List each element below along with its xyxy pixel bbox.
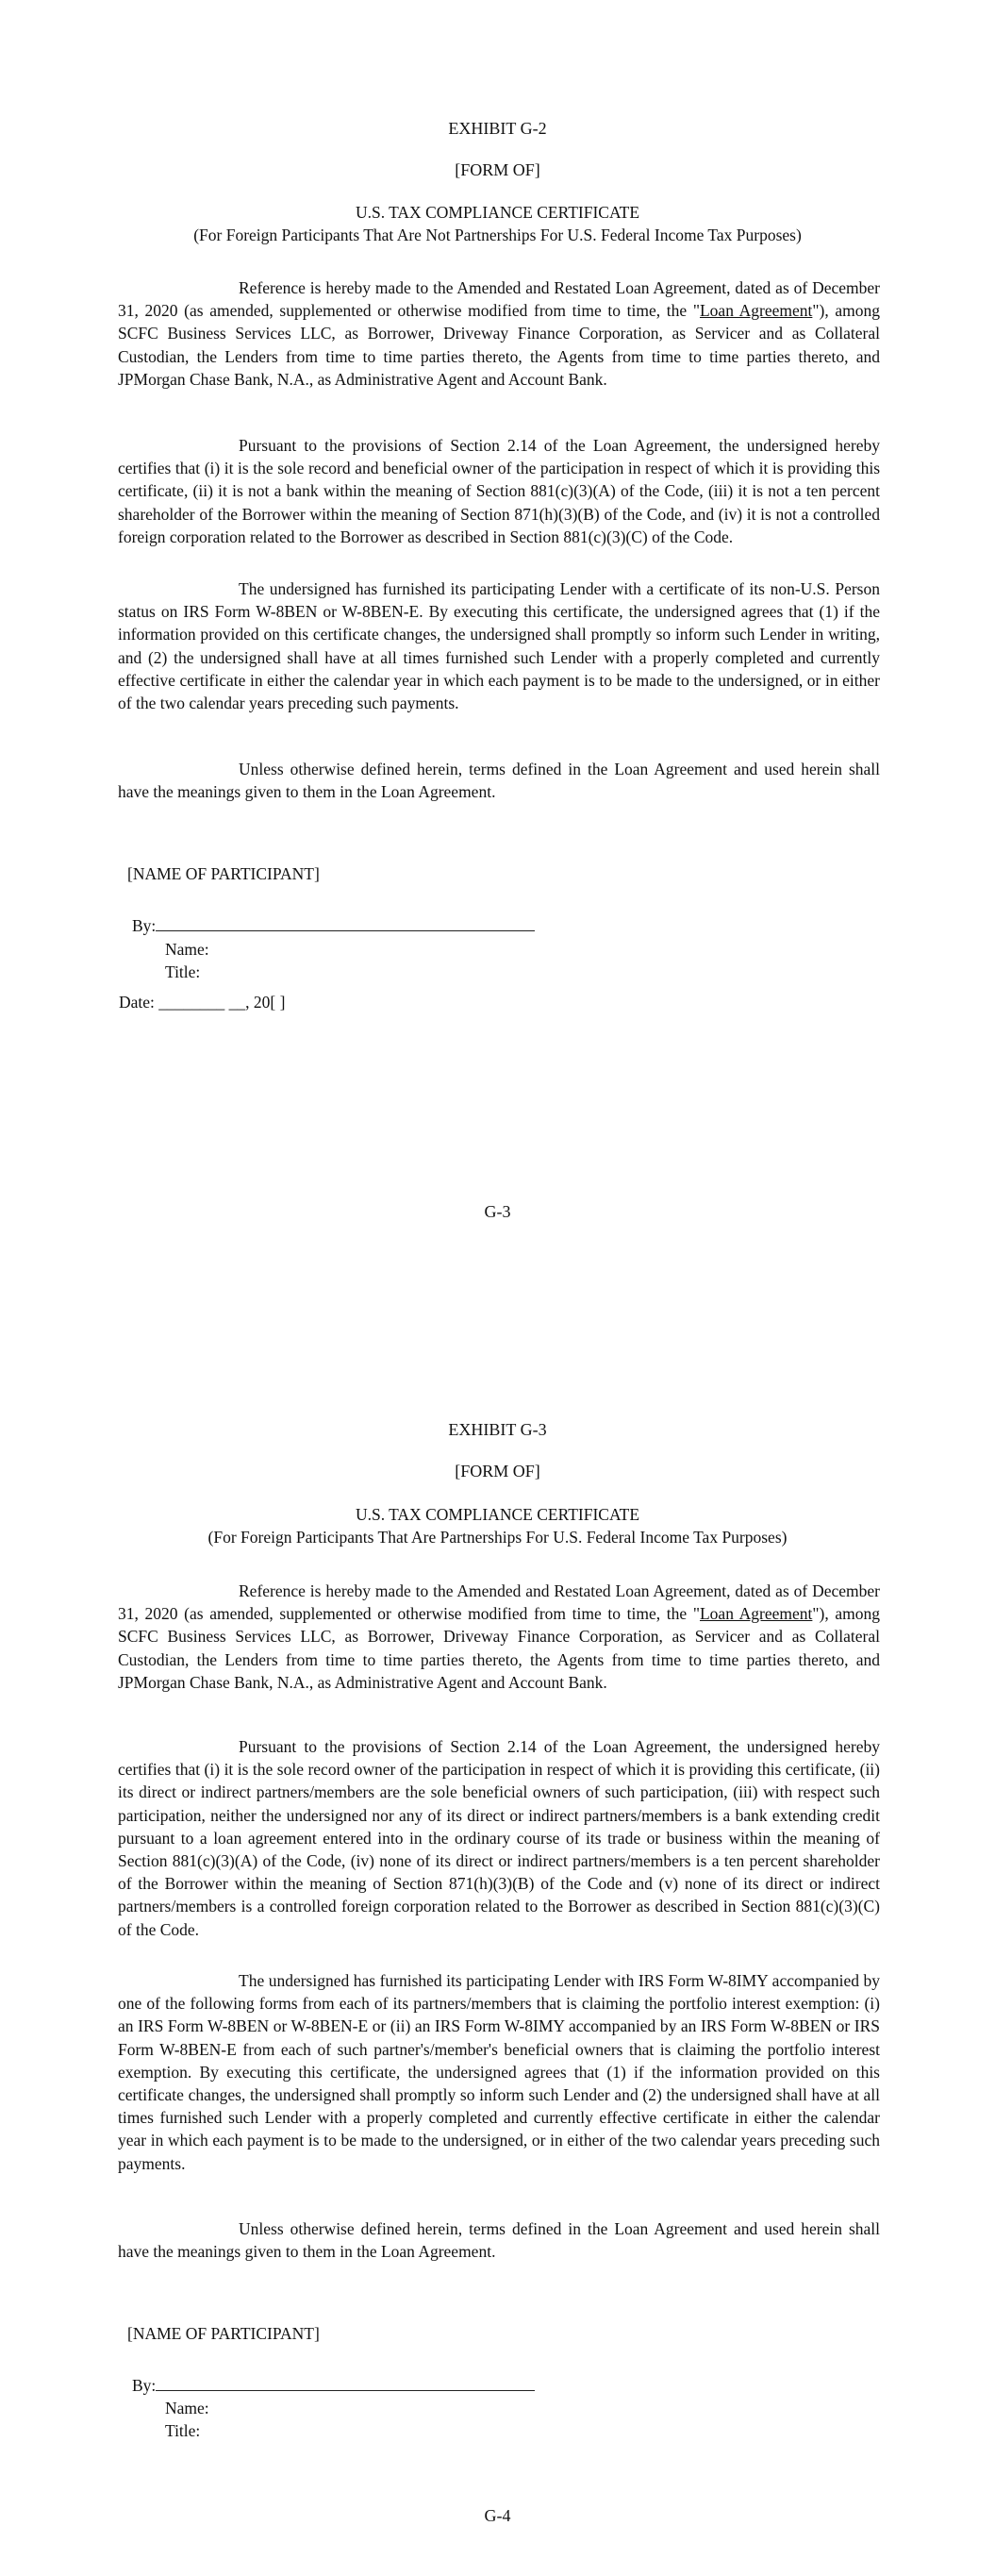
paragraph-certification: Pursuant to the provisions of Section 2.14 of the Loan Agreement, the undersigned hereby certifies that (i) it is the sole record owner of the participation in respect of which it is providing this certificate, (ii) its direct or indirect partners/members are the sole beneficial owners of such participation, (iii) with respect such participation, neither the undersigned nor any of its direct or indirect partners/members is a bank extending credit pursuant to a loan agreement entered into in the ordinary course of its trade or business within the meaning of Section 881(c)(3)(A) of the Code, (iv) none of its direct or indirect partners/members is a ten percent shareholder of the Borrower within the meaning of Section 871(h)(3)(B) of the Code and (v) none of its direct or indirect partners/members is a controlled foreign corporation related to the Borrower as described in Section 881(c)(3)(C) of the Code.: [118, 1737, 880, 1939]
signature-by-row: [132, 2375, 535, 2396]
form-of-label: [FORM OF]: [455, 1462, 540, 1480]
paragraph-reference-text-2: "), among SCFC Business Services LLC, as Borrower, Driveway Finance Corporation, as Servicer and as Collateral Custodian, the Lenders from time to time parties thereto, the Agents from time to time parties thereto, and JPMorgan Chase Bank, N.A., as Administrative Agent and Account Bank.: [118, 301, 880, 389]
title-label: Title:: [165, 2421, 201, 2440]
participant-name: [NAME OF PARTICIPANT]: [127, 2324, 320, 2343]
signature-line[interactable]: [156, 915, 535, 931]
title-label: Title:: [165, 962, 201, 981]
signature-by-row: [132, 915, 535, 936]
by-label: By:: [132, 2376, 157, 2395]
paragraph-reference-text-2: "), among SCFC Business Services LLC, as Borrower, Driveway Finance Corporation, as Servicer and as Collateral Custodian, the Lenders from time to time parties thereto, the Agents from time to time parties thereto, and JPMorgan Chase Bank, N.A., as Administrative Agent and Account Bank.: [118, 1604, 880, 1692]
participant-name: [NAME OF PARTICIPANT]: [127, 864, 320, 883]
paragraph-reference-text: Reference is hereby made to the Amended and Restated Loan Agreement, dated as of December 31, 2020 (as amended, supplemented or otherwise modified from time to time, the ": [118, 1581, 880, 1624]
name-label: Name:: [165, 2399, 209, 2417]
loan-agreement-link[interactable]: Loan Agreement: [699, 1604, 813, 1624]
certificate-subtitle: (For Foreign Participants That Are Not Partnerships For U.S. Federal Income Tax Purposes): [193, 226, 802, 244]
exhibit-title: EXHIBIT G-2: [448, 119, 547, 138]
paragraph-definitions: Unless otherwise defined herein, terms defined in the Loan Agreement and used herein shall have the meanings given to them in the Loan Agreement.: [118, 2219, 880, 2262]
paragraph-furnished: The undersigned has furnished its participating Lender with a certificate of its non-U.S. Person status on IRS Form W-8BEN or W-8BEN-E. By executing this certificate, the undersigned agrees that (1) if the information provided on this certificate changes, the undersigned shall promptly so inform such Lender in writing, and (2) the undersigned shall have at all times furnished such Lender with a properly completed and currently effective certificate in either the calendar year in which each payment is to be made to the undersigned, or in either of the two calendar years preceding such payments.: [118, 579, 880, 713]
exhibit-title: EXHIBIT G-3: [448, 1420, 547, 1439]
page-number: G-3: [484, 1202, 511, 1221]
loan-agreement-link[interactable]: Loan Agreement: [699, 301, 813, 321]
page-number: G-4: [484, 2506, 511, 2525]
paragraph-definitions: Unless otherwise defined herein, terms defined in the Loan Agreement and used herein shall have the meanings given to them in the Loan Agreement.: [118, 760, 880, 802]
page-exhibit-g3: [0, 1302, 995, 2576]
certificate-title: U.S. TAX COMPLIANCE CERTIFICATE: [355, 203, 640, 222]
form-of-label: [FORM OF]: [455, 160, 540, 179]
name-label: Name:: [165, 940, 209, 959]
certificate-subtitle: (For Foreign Participants That Are Partnerships For U.S. Federal Income Tax Purposes): [207, 1528, 788, 1547]
paragraph-reference: [118, 276, 880, 391]
certificate-title: U.S. TAX COMPLIANCE CERTIFICATE: [355, 1505, 640, 1524]
paragraph-certification: Pursuant to the provisions of Section 2.14 of the Loan Agreement, the undersigned hereby certifies that (i) it is the sole record and beneficial owner of the participation in respect of which it is providing this certificate, (ii) it is not a bank within the meaning of Section 881(c)(3)(A) of the Code, (iii) it is not a ten percent shareholder of the Borrower within the meaning of Section 871(h)(3)(B) of the Code, and (iv) it is not a controlled foreign corporation related to the Borrower as described in Section 881(c)(3)(C) of the Code.: [118, 436, 880, 546]
paragraph-furnished: The undersigned has furnished its participating Lender with IRS Form W-8IMY accompanied by one of the following forms from each of its partners/members that is claiming the portfolio interest exemption: (i) an IRS Form W-8BEN or W-8BEN-E or (ii) an IRS Form W-8IMY accompanied by an IRS Form W-8BEN or IRS Form W-8BEN-E from each of such partner's/member's beneficial owners that is claiming the portfolio interest exemption. By executing this certificate, the undersigned agrees that (1) if the information provided on this certificate changes, the undersigned shall promptly so inform such Lender and (2) the undersigned shall have at all times furnished such Lender with a properly completed and currently effective certificate in either the calendar year in which each payment is to be made to the undersigned, or in either of the two calendar years preceding such payments.: [118, 1971, 880, 2173]
date-line: Date: ________ __, 20[ ]: [119, 993, 286, 1012]
by-label: By:: [132, 916, 157, 935]
paragraph-reference-text: Reference is hereby made to the Amended and Restated Loan Agreement, dated as of December 31, 2020 (as amended, supplemented or otherwise modified from time to time, the ": [118, 278, 880, 321]
signature-line[interactable]: [156, 2375, 535, 2391]
paragraph-reference: [118, 1580, 880, 1694]
